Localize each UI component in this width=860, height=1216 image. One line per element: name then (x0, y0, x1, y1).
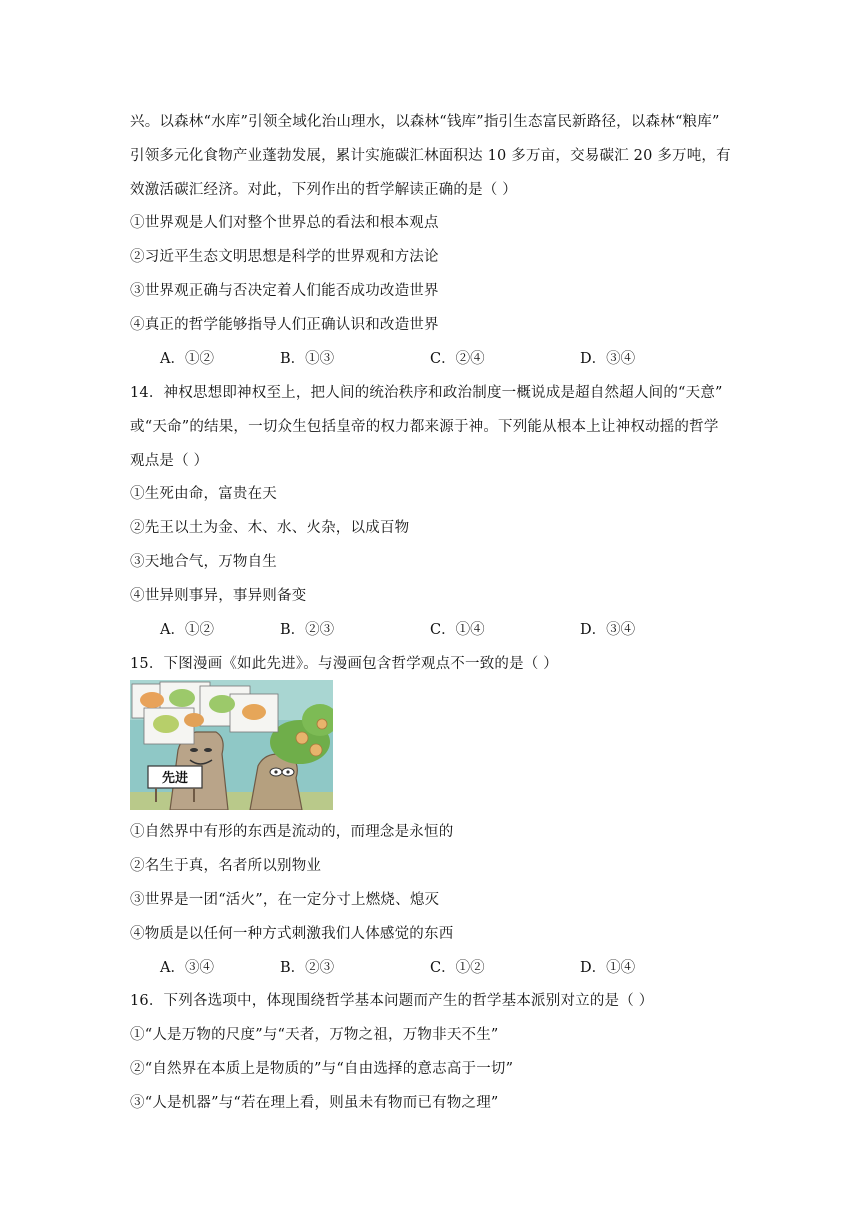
q13-statement-2: ②习近平生态文明思想是科学的世界观和方法论 (130, 249, 439, 265)
cartoon-image (130, 680, 333, 810)
q16-text-line: 16．下列各选项中，体现围绕哲学基本问题而产生的哲学基本派别对立的是（ ） (130, 993, 654, 1009)
q13-text-line: 引领多元化食物产业蓬勃发展，累计实施碳汇林面积达 10 多万亩，交易碳汇 20 多万吨，有 (130, 148, 731, 164)
q14-text-line: 观点是（ ） (130, 453, 209, 469)
q13-text-line: 效激活碳汇经济。对此，下列作出的哲学解读正确的是（ ） (130, 182, 518, 198)
q15-option-c: C．①② (430, 960, 485, 976)
q15-option-b: B．②③ (280, 960, 335, 976)
q13-statement-3: ③世界观正确与否决定着人们能否成功改造世界 (130, 283, 439, 299)
q14-option-d: D．③④ (580, 622, 636, 638)
q15-option-a: A．③④ (160, 960, 214, 976)
q13-statement-4: ④真正的哲学能够指导人们正确认识和改造世界 (130, 317, 439, 333)
q14-statement-1: ①生死由命，富贵在天 (130, 486, 277, 502)
q14-option-b: B．②③ (280, 622, 335, 638)
q13-statement-1: ①世界观是人们对整个世界总的看法和根本观点 (130, 215, 439, 231)
q13-option-b: B．①③ (280, 351, 335, 367)
q14-options (160, 620, 700, 640)
q14-option-a: A．①② (160, 622, 214, 638)
q15-statement-4: ④物质是以任何一种方式刺激我们人体感觉的东西 (130, 926, 454, 942)
q15-options (160, 958, 700, 978)
q13-option-a: A．①② (160, 351, 214, 367)
q15-statement-2: ②名生于真，名者所以别物业 (130, 858, 322, 874)
q16-statement-1: ①“人是万物的尺度”与“天者，万物之祖，万物非天不生” (130, 1027, 499, 1043)
q15-statement-3: ③世界是一团“活火”，在一定分寸上燃烧、熄灭 (130, 892, 440, 908)
q15-text-line: 15．下图漫画《如此先进》。与漫画包含哲学观点不一致的是（ ） (130, 656, 559, 672)
q13-option-c: C．②④ (430, 351, 485, 367)
q14-statement-4: ④世异则事异，事异则备变 (130, 588, 307, 604)
q14-text-line: 14．神权思想即神权至上，把人间的统治秩序和政治制度一概说成是超自然超人间的“天意” (130, 385, 723, 401)
q16-statement-2: ②“自然界在本质上是物质的”与“自由选择的意志高于一切” (130, 1061, 514, 1077)
q14-statement-2: ②先王以土为金、木、水、火杂，以成百物 (130, 520, 410, 536)
q15-option-d: D．①④ (580, 960, 636, 976)
q13-options (160, 349, 700, 369)
q13-option-d: D．③④ (580, 351, 636, 367)
q14-statement-3: ③天地合气，万物自生 (130, 554, 277, 570)
q14-option-c: C．①④ (430, 622, 485, 638)
q13-text-line: 兴。以森林“水库”引领全域化治山理水，以森林“钱库”指引生态富民新路径，以森林“粮库” (130, 114, 720, 130)
q16-statement-3: ③“人是机器”与“若在理上看，则虽未有物而已有物之理” (130, 1095, 499, 1111)
cartoon-sign-text: 先进 (161, 771, 189, 786)
q15-statement-1: ①自然界中有形的东西是流动的，而理念是永恒的 (130, 824, 454, 840)
q14-text-line: 或“天命”的结果，一切众生包括皇帝的权力都来源于神。下列能从根本上让神权动摇的哲学 (130, 419, 719, 435)
